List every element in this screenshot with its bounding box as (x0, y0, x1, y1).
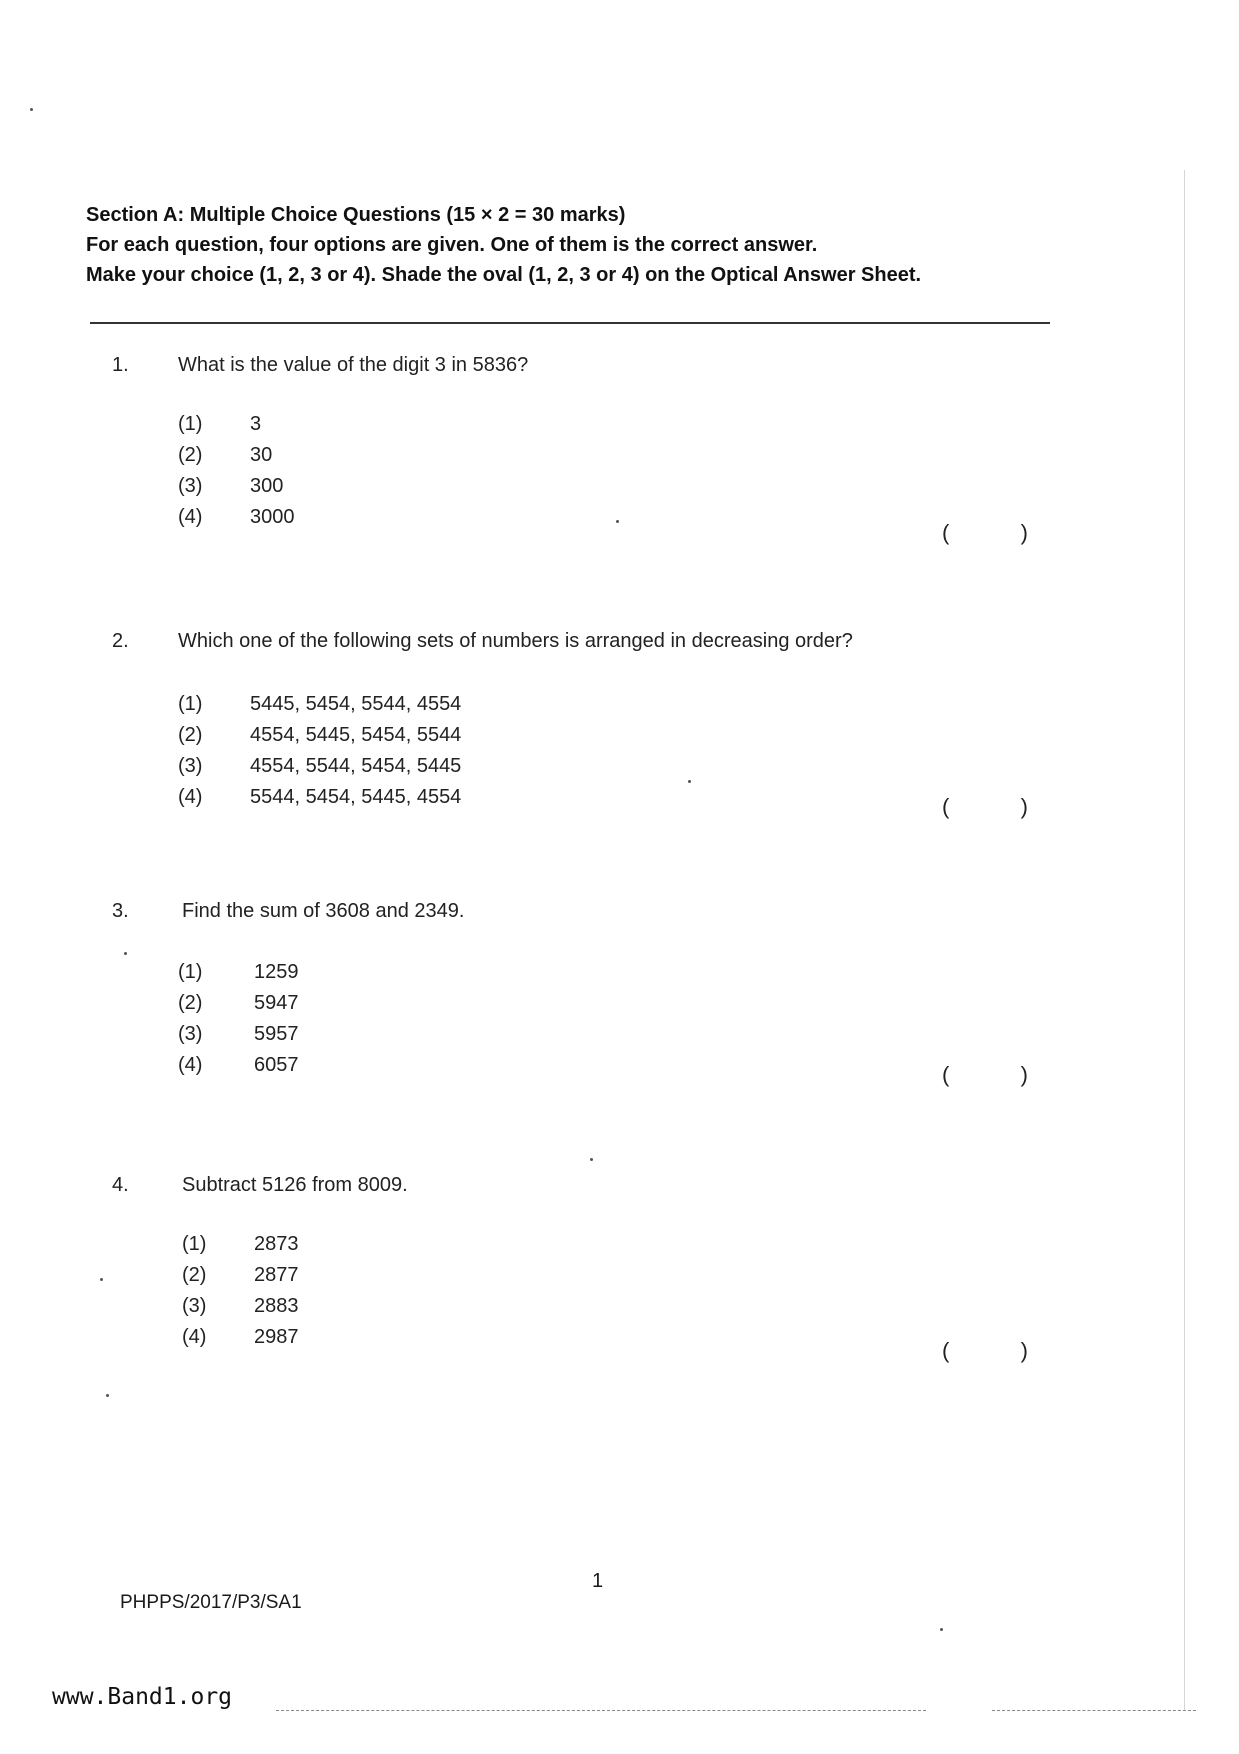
section-header (86, 200, 1066, 290)
question-text: Which one of the following sets of numbers is arranged in decreasing order? (178, 630, 853, 652)
option-label: (4) (182, 1326, 207, 1348)
option-value: 5445, 5454, 5544, 4554 (250, 693, 462, 715)
option-value: 2883 (254, 1295, 299, 1317)
option-label: (1) (178, 961, 203, 983)
page-number: 1 (592, 1570, 604, 1592)
question-text: Subtract 5126 from 8009. (182, 1174, 408, 1196)
option-label: (4) (178, 786, 203, 808)
scan-speck (30, 108, 33, 111)
option-1[interactable] (178, 412, 295, 443)
bracket-close: ) (1020, 1062, 1028, 1087)
option-3[interactable] (178, 474, 295, 505)
option-2[interactable] (178, 443, 295, 474)
answer-bracket[interactable] (942, 794, 1028, 820)
option-label: (3) (178, 1023, 203, 1045)
option-label: (3) (178, 475, 203, 497)
option-4[interactable] (178, 505, 295, 536)
scan-speck (616, 520, 619, 523)
scan-edge-line (1184, 170, 1185, 1710)
option-3[interactable] (182, 1294, 299, 1325)
option-label: (1) (182, 1233, 207, 1255)
option-value: 3 (250, 413, 262, 435)
option-value: 2873 (254, 1233, 299, 1255)
option-1[interactable] (178, 960, 299, 991)
answer-bracket[interactable] (942, 1062, 1028, 1088)
option-4[interactable] (182, 1325, 299, 1356)
option-value: 5957 (254, 1023, 299, 1045)
option-value: 2877 (254, 1264, 299, 1286)
question-number: 3. (112, 900, 129, 922)
bracket-open: ( (942, 1062, 950, 1087)
scan-speck (124, 952, 127, 955)
option-label: (1) (178, 413, 203, 435)
option-4[interactable] (178, 785, 461, 816)
scan-speck (106, 1394, 109, 1397)
answer-bracket[interactable] (942, 520, 1028, 546)
option-label: (4) (178, 506, 203, 528)
option-label: (3) (182, 1295, 207, 1317)
scan-speck (940, 1628, 943, 1631)
option-value: 5947 (254, 992, 299, 1014)
option-4[interactable] (178, 1053, 299, 1084)
bracket-close: ) (1020, 794, 1028, 819)
option-list (178, 412, 295, 536)
option-value: 3000 (250, 506, 295, 528)
bracket-open: ( (942, 520, 950, 545)
option-label: (2) (178, 724, 203, 746)
footer-rule-right (992, 1710, 1196, 1711)
option-label: (2) (182, 1264, 207, 1286)
option-list (178, 960, 299, 1084)
option-label: (2) (178, 992, 203, 1014)
option-3[interactable] (178, 1022, 299, 1053)
option-value: 4554, 5544, 5454, 5445 (250, 755, 462, 777)
question-number: 1. (112, 354, 129, 376)
scan-speck (100, 1278, 103, 1281)
footer-website: www.Band1.org (52, 1684, 233, 1710)
footer-rule (276, 1710, 926, 1711)
option-label: (1) (178, 693, 203, 715)
header-divider (90, 322, 1050, 324)
option-1[interactable] (178, 692, 461, 723)
option-value: 300 (250, 475, 284, 497)
bracket-open: ( (942, 794, 950, 819)
question-number: 4. (112, 1174, 129, 1196)
option-label: (2) (178, 444, 203, 466)
option-label: (3) (178, 755, 203, 777)
document-code: PHPPS/2017/P3/SA1 (120, 1592, 302, 1613)
option-1[interactable] (182, 1232, 299, 1263)
section-instruction-2: Make your choice (1, 2, 3 or 4). Shade the oval (1, 2, 3 or 4) on the Optical Answer Sheet. (86, 264, 922, 286)
section-instruction-1: For each question, four options are given. One of them is the correct answer. (86, 234, 818, 256)
option-value: 30 (250, 444, 273, 466)
option-2[interactable] (182, 1263, 299, 1294)
question-number: 2. (112, 630, 129, 652)
scan-speck (590, 1158, 593, 1161)
question-text: What is the value of the digit 3 in 5836? (178, 354, 529, 376)
option-2[interactable] (178, 991, 299, 1022)
question-text: Find the sum of 3608 and 2349. (182, 900, 465, 922)
scan-speck (688, 780, 691, 783)
option-value: 1259 (254, 961, 299, 983)
bracket-open: ( (942, 1338, 950, 1363)
option-value: 4554, 5445, 5454, 5544 (250, 724, 462, 746)
option-value: 5544, 5454, 5445, 4554 (250, 786, 462, 808)
option-value: 2987 (254, 1326, 299, 1348)
option-value: 6057 (254, 1054, 299, 1076)
option-2[interactable] (178, 723, 461, 754)
bracket-close: ) (1020, 520, 1028, 545)
answer-bracket[interactable] (942, 1338, 1028, 1364)
option-3[interactable] (178, 754, 461, 785)
option-label: (4) (178, 1054, 203, 1076)
option-list (178, 692, 461, 816)
bracket-close: ) (1020, 1338, 1028, 1363)
option-list (182, 1232, 299, 1356)
section-title: Section A: Multiple Choice Questions (15 × 2 = 30 marks) (86, 204, 626, 226)
